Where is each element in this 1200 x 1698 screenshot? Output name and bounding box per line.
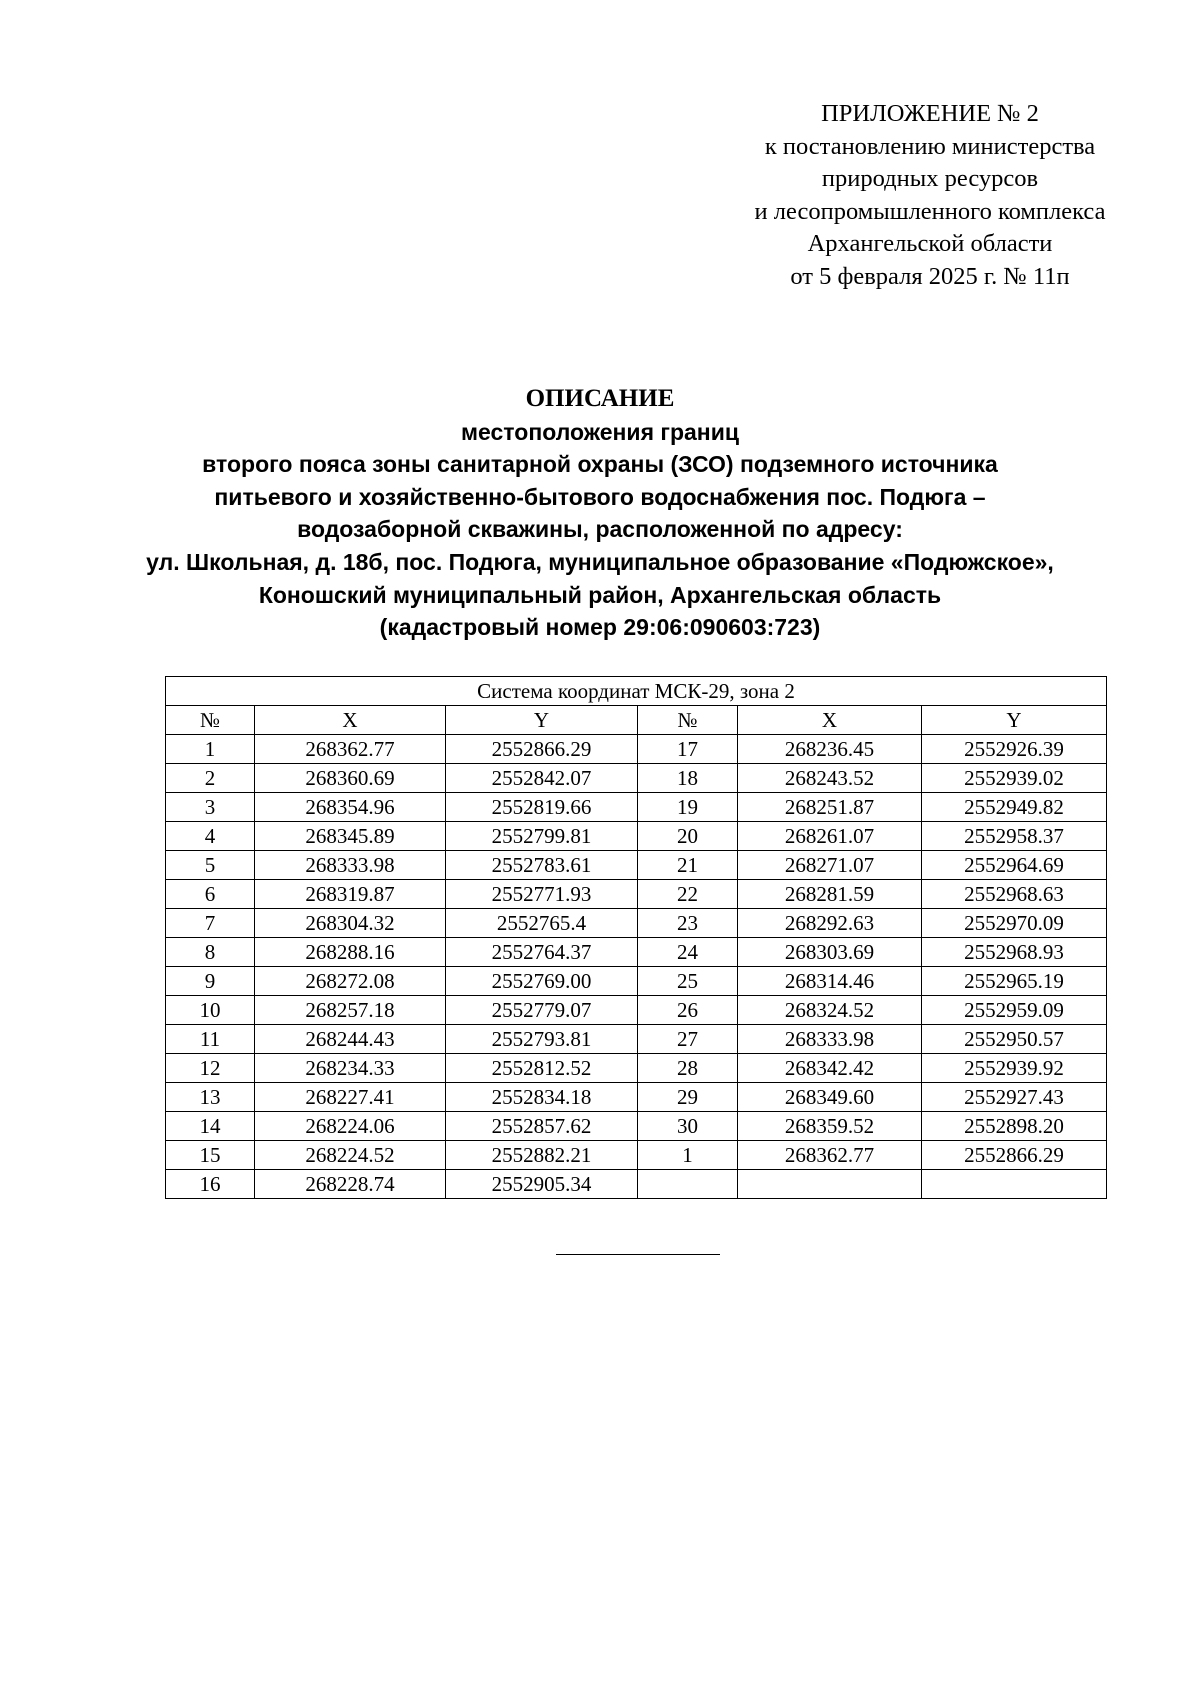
table-row [166, 880, 1107, 909]
column-header: № [638, 706, 738, 735]
point-number-cell: 6 [166, 880, 255, 909]
y-coordinate-cell: 2552939.92 [922, 1054, 1107, 1083]
y-coordinate-cell: 2552765.4 [446, 909, 638, 938]
document-title-block [60, 383, 1140, 644]
y-coordinate-cell: 2552898.20 [922, 1112, 1107, 1141]
x-coordinate-cell: 268234.33 [255, 1054, 446, 1083]
point-number-cell: 15 [166, 1141, 255, 1170]
y-coordinate-cell: 2552857.62 [446, 1112, 638, 1141]
x-coordinate-cell: 268224.06 [255, 1112, 446, 1141]
point-number-cell: 17 [638, 735, 738, 764]
point-number-cell: 12 [166, 1054, 255, 1083]
y-coordinate-cell: 2552783.61 [446, 851, 638, 880]
point-number-cell: 19 [638, 793, 738, 822]
column-header: № [166, 706, 255, 735]
title-line: питьевого и хозяйственно-бытового водоснабжения пос. Подюга – [214, 483, 986, 510]
y-coordinate-cell: 2552939.02 [922, 764, 1107, 793]
y-coordinate-cell: 2552927.43 [922, 1083, 1107, 1112]
point-number-cell: 8 [166, 938, 255, 967]
x-coordinate-cell: 268360.69 [255, 764, 446, 793]
x-coordinate-cell: 268333.98 [255, 851, 446, 880]
x-coordinate-cell: 268281.59 [738, 880, 922, 909]
title-line: второго пояса зоны санитарной охраны (ЗСО) подземного источника [202, 451, 998, 478]
appendix-line: Архангельской области [807, 230, 1053, 257]
point-number-cell: 25 [638, 967, 738, 996]
x-coordinate-cell: 268362.77 [255, 735, 446, 764]
y-coordinate-cell: 2552764.37 [446, 938, 638, 967]
point-number-cell: 4 [166, 822, 255, 851]
x-coordinate-cell: 268288.16 [255, 938, 446, 967]
point-number-cell: 29 [638, 1083, 738, 1112]
x-coordinate-cell: 268261.07 [738, 822, 922, 851]
table-row [166, 822, 1107, 851]
table-caption-row [166, 677, 1107, 706]
column-header: X [255, 706, 446, 735]
x-coordinate-cell: 268324.52 [738, 996, 922, 1025]
y-coordinate-cell [922, 1170, 1107, 1199]
x-coordinate-cell: 268354.96 [255, 793, 446, 822]
table-row [166, 996, 1107, 1025]
appendix-block [720, 98, 1140, 293]
table-header-row [166, 706, 1107, 735]
point-number-cell: 28 [638, 1054, 738, 1083]
table-row [166, 1112, 1107, 1141]
document-heading: ОПИСАНИЕ [525, 385, 675, 412]
title-line: водозаборной скважины, расположенной по адресу: [297, 516, 903, 543]
x-coordinate-cell: 268319.87 [255, 880, 446, 909]
table-row [166, 1025, 1107, 1054]
y-coordinate-cell: 2552965.19 [922, 967, 1107, 996]
x-coordinate-cell: 268224.52 [255, 1141, 446, 1170]
y-coordinate-cell: 2552959.09 [922, 996, 1107, 1025]
point-number-cell: 16 [166, 1170, 255, 1199]
appendix-line: и лесопромышленного комплекса [754, 197, 1106, 225]
point-number-cell: 13 [166, 1083, 255, 1112]
coordinates-table [165, 676, 1107, 1199]
x-coordinate-cell: 268304.32 [255, 909, 446, 938]
y-coordinate-cell: 2552866.29 [922, 1141, 1107, 1170]
y-coordinate-cell: 2552950.57 [922, 1025, 1107, 1054]
column-header: X [738, 706, 922, 735]
appendix-line: к постановлению министерства [764, 132, 1096, 160]
x-coordinate-cell: 268257.18 [255, 996, 446, 1025]
y-coordinate-cell: 2552949.82 [922, 793, 1107, 822]
x-coordinate-cell [738, 1170, 922, 1199]
y-coordinate-cell: 2552834.18 [446, 1083, 638, 1112]
title-line: Коношский муниципальный район, Архангельская область [258, 581, 942, 608]
point-number-cell: 7 [166, 909, 255, 938]
appendix-date: от 5 февраля 2025 г. № 11п [790, 262, 1070, 290]
x-coordinate-cell: 268359.52 [738, 1112, 922, 1141]
table-row [166, 735, 1107, 764]
appendix-title: ПРИЛОЖЕНИЕ № 2 [821, 100, 1039, 127]
x-coordinate-cell: 268272.08 [255, 967, 446, 996]
point-number-cell: 24 [638, 938, 738, 967]
y-coordinate-cell: 2552799.81 [446, 822, 638, 851]
point-number-cell: 1 [166, 735, 255, 764]
x-coordinate-cell: 268362.77 [738, 1141, 922, 1170]
x-coordinate-cell: 268314.46 [738, 967, 922, 996]
y-coordinate-cell: 2552968.93 [922, 938, 1107, 967]
point-number-cell: 26 [638, 996, 738, 1025]
table-row [166, 967, 1107, 996]
x-coordinate-cell: 268333.98 [738, 1025, 922, 1054]
y-coordinate-cell: 2552779.07 [446, 996, 638, 1025]
point-number-cell: 27 [638, 1025, 738, 1054]
coordinates-table-body [166, 677, 1107, 1199]
table-row [166, 1054, 1107, 1083]
table-row [166, 793, 1107, 822]
table-row [166, 1141, 1107, 1170]
y-coordinate-cell: 2552842.07 [446, 764, 638, 793]
y-coordinate-cell: 2552866.29 [446, 735, 638, 764]
y-coordinate-cell: 2552926.39 [922, 735, 1107, 764]
point-number-cell: 23 [638, 909, 738, 938]
cadastral-number: (кадастровый номер 29:06:090603:723) [379, 614, 821, 641]
x-coordinate-cell: 268349.60 [738, 1083, 922, 1112]
x-coordinate-cell: 268345.89 [255, 822, 446, 851]
point-number-cell: 21 [638, 851, 738, 880]
point-number-cell: 11 [166, 1025, 255, 1054]
point-number-cell: 1 [638, 1141, 738, 1170]
table-row [166, 938, 1107, 967]
y-coordinate-cell: 2552970.09 [922, 909, 1107, 938]
table-row [166, 851, 1107, 880]
point-number-cell: 22 [638, 880, 738, 909]
x-coordinate-cell: 268251.87 [738, 793, 922, 822]
end-rule [556, 1254, 720, 1255]
point-number-cell: 2 [166, 764, 255, 793]
x-coordinate-cell: 268236.45 [738, 735, 922, 764]
table-row [166, 909, 1107, 938]
x-coordinate-cell: 268227.41 [255, 1083, 446, 1112]
x-coordinate-cell: 268243.52 [738, 764, 922, 793]
point-number-cell [638, 1170, 738, 1199]
point-number-cell: 9 [166, 967, 255, 996]
coordinate-system-caption: Система координат МСК-29, зона 2 [166, 677, 1107, 706]
table-row [166, 1170, 1107, 1199]
table-row [166, 1083, 1107, 1112]
point-number-cell: 5 [166, 851, 255, 880]
appendix-line: природных ресурсов [821, 165, 1039, 192]
point-number-cell: 3 [166, 793, 255, 822]
x-coordinate-cell: 268292.63 [738, 909, 922, 938]
title-line: местоположения границ [461, 418, 739, 445]
y-coordinate-cell: 2552771.93 [446, 880, 638, 909]
y-coordinate-cell: 2552793.81 [446, 1025, 638, 1054]
point-number-cell: 18 [638, 764, 738, 793]
column-header: Y [922, 706, 1107, 735]
point-number-cell: 20 [638, 822, 738, 851]
y-coordinate-cell: 2552905.34 [446, 1170, 638, 1199]
point-number-cell: 10 [166, 996, 255, 1025]
point-number-cell: 30 [638, 1112, 738, 1141]
table-row [166, 764, 1107, 793]
y-coordinate-cell: 2552812.52 [446, 1054, 638, 1083]
y-coordinate-cell: 2552958.37 [922, 822, 1107, 851]
y-coordinate-cell: 2552968.63 [922, 880, 1107, 909]
y-coordinate-cell: 2552882.21 [446, 1141, 638, 1170]
x-coordinate-cell: 268271.07 [738, 851, 922, 880]
column-header: Y [446, 706, 638, 735]
x-coordinate-cell: 268342.42 [738, 1054, 922, 1083]
title-line: ул. Школьная, д. 18б, пос. Подюга, муниципальное образование «Подюжское», [146, 548, 1054, 575]
x-coordinate-cell: 268244.43 [255, 1025, 446, 1054]
y-coordinate-cell: 2552819.66 [446, 793, 638, 822]
x-coordinate-cell: 268303.69 [738, 938, 922, 967]
y-coordinate-cell: 2552769.00 [446, 967, 638, 996]
x-coordinate-cell: 268228.74 [255, 1170, 446, 1199]
y-coordinate-cell: 2552964.69 [922, 851, 1107, 880]
point-number-cell: 14 [166, 1112, 255, 1141]
